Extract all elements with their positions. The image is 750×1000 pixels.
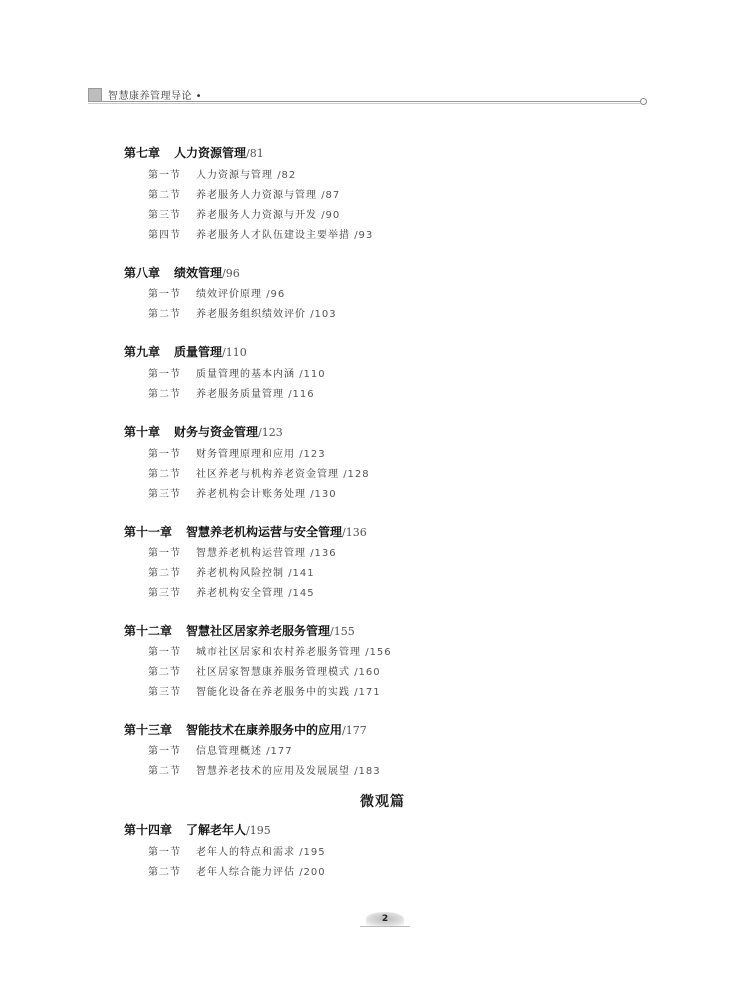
section-title: 城市社区居家和农村养老服务管理	[196, 647, 361, 658]
page-number: 2	[381, 914, 389, 924]
toc-section	[148, 544, 337, 559]
header-title: 智慧康养管理导论 •	[108, 91, 203, 102]
chapter-page: /195	[246, 824, 271, 837]
toc-chapter	[124, 622, 355, 639]
section-page: /87	[321, 190, 341, 201]
section-title: 智能化设备在养老服务中的实践	[196, 687, 350, 698]
section-number: 第二节	[148, 190, 181, 201]
section-page: /123	[299, 449, 326, 460]
toc-section	[148, 564, 315, 579]
chapter-title: 智慧社区居家养老服务管理	[186, 624, 331, 638]
section-number: 第一节	[148, 369, 181, 380]
toc-section	[148, 226, 373, 241]
chapter-page: /123	[258, 426, 283, 439]
toc-section	[148, 643, 392, 658]
section-title: 老年人综合能力评估	[196, 867, 295, 878]
toc-section	[148, 485, 337, 500]
section-number: 第一节	[148, 289, 181, 300]
section-page: /90	[321, 210, 341, 221]
section-title: 智慧养老机构运营管理	[196, 548, 306, 559]
section-number: 第二节	[148, 667, 181, 678]
toc-section	[148, 584, 315, 599]
running-header	[88, 86, 648, 108]
section-title: 养老机构安全管理	[196, 588, 284, 599]
section-number: 第一节	[148, 647, 181, 658]
section-number: 第二节	[148, 469, 181, 480]
section-number: 第四节	[148, 230, 181, 241]
section-title: 社区养老与机构养老资金管理	[196, 469, 339, 480]
section-title: 智慧养老技术的应用及发展展望	[196, 766, 350, 777]
toc-section	[148, 305, 337, 320]
chapter-page: /177	[342, 724, 367, 737]
chapter-title: 人力资源管理	[174, 146, 247, 160]
section-page: /128	[343, 469, 370, 480]
toc-chapter	[124, 423, 283, 440]
section-number: 第三节	[148, 489, 181, 500]
section-page: /156	[365, 647, 392, 658]
header-rule	[88, 101, 640, 102]
section-page: /82	[277, 170, 297, 181]
toc-chapter	[124, 343, 247, 360]
section-page: /145	[288, 588, 315, 599]
section-title: 养老服务组织绩效评价	[196, 309, 306, 320]
section-number: 第三节	[148, 588, 181, 599]
section-number: 第一节	[148, 449, 181, 460]
section-number: 第一节	[148, 746, 181, 757]
toc-section	[148, 285, 285, 300]
toc-section	[148, 465, 370, 480]
chapter-number: 第十四章	[124, 823, 173, 837]
chapter-number: 第十三章	[124, 723, 173, 737]
section-page: /183	[354, 766, 381, 777]
section-title: 财务管理原理和应用	[196, 449, 295, 460]
chapter-page: /96	[222, 267, 240, 280]
chapter-page: /110	[222, 346, 247, 359]
section-title: 人力资源与管理	[196, 170, 273, 181]
chapter-page: /81	[246, 147, 264, 160]
section-number: 第二节	[148, 766, 181, 777]
section-number: 第二节	[148, 309, 181, 320]
chapter-number: 第八章	[124, 266, 161, 280]
section-number: 第三节	[148, 210, 181, 221]
chapter-title: 智慧养老机构运营与安全管理	[186, 525, 343, 539]
toc-section	[148, 186, 340, 201]
toc-section	[148, 843, 326, 858]
toc-chapter	[124, 821, 271, 838]
section-number: 第一节	[148, 548, 181, 559]
toc-section	[148, 683, 381, 698]
section-page: /171	[354, 687, 381, 698]
toc-chapter	[124, 721, 367, 738]
part-heading: 微观篇	[360, 794, 405, 810]
section-page: /177	[266, 746, 293, 757]
section-title: 信息管理概述	[196, 746, 262, 757]
toc-section	[148, 762, 381, 777]
header-rule-secondary	[88, 103, 640, 104]
section-title: 养老机构会计账务处理	[196, 489, 306, 500]
chapter-title: 了解老年人	[186, 823, 247, 837]
section-title: 养老服务质量管理	[196, 389, 284, 400]
chapter-title: 智能技术在康养服务中的应用	[186, 723, 343, 737]
section-page: /103	[310, 309, 337, 320]
section-title: 质量管理的基本内涵	[196, 369, 295, 380]
section-number: 第一节	[148, 847, 181, 858]
section-page: /200	[299, 867, 326, 878]
section-title: 老年人的特点和需求	[196, 847, 295, 858]
header-square-icon	[88, 88, 102, 102]
toc-section	[148, 206, 340, 221]
toc-section	[148, 863, 326, 878]
toc-chapter	[124, 523, 367, 540]
section-number: 第二节	[148, 867, 181, 878]
chapter-title: 绩效管理	[174, 266, 223, 280]
toc-section	[148, 742, 293, 757]
chapter-number: 第九章	[124, 345, 161, 359]
section-title: 养老服务人力资源与开发	[196, 210, 317, 221]
section-page: /96	[266, 289, 286, 300]
section-title: 社区居家智慧康养服务管理模式	[196, 667, 350, 678]
toc-section	[148, 663, 381, 678]
section-page: /195	[299, 847, 326, 858]
section-number: 第二节	[148, 389, 181, 400]
section-number: 第三节	[148, 687, 181, 698]
toc-section	[148, 385, 315, 400]
chapter-number: 第七章	[124, 146, 161, 160]
section-page: /93	[354, 230, 374, 241]
section-page: /141	[288, 568, 315, 579]
toc-section	[148, 166, 296, 181]
toc-section	[148, 445, 326, 460]
section-title: 养老机构风险控制	[196, 568, 284, 579]
chapter-number: 第十一章	[124, 525, 173, 539]
toc-section	[148, 365, 326, 380]
section-page: /130	[310, 489, 337, 500]
toc-chapter	[124, 144, 264, 161]
chapter-number: 第十二章	[124, 624, 173, 638]
chapter-page: /155	[330, 625, 355, 638]
toc-chapter	[124, 264, 240, 281]
chapter-page: /136	[342, 526, 367, 539]
chapter-number: 第十章	[124, 425, 161, 439]
section-title: 绩效评价原理	[196, 289, 262, 300]
section-title: 养老服务人力资源与管理	[196, 190, 317, 201]
section-page: /110	[299, 369, 326, 380]
chapter-title: 财务与资金管理	[174, 425, 259, 439]
section-number: 第二节	[148, 568, 181, 579]
chapter-title: 质量管理	[174, 345, 223, 359]
section-page: /160	[354, 667, 381, 678]
header-dot-icon	[640, 98, 647, 105]
section-title: 养老服务人才队伍建设主要举措	[196, 230, 350, 241]
section-page: /136	[310, 548, 337, 559]
section-page: /116	[288, 389, 315, 400]
section-number: 第一节	[148, 170, 181, 181]
